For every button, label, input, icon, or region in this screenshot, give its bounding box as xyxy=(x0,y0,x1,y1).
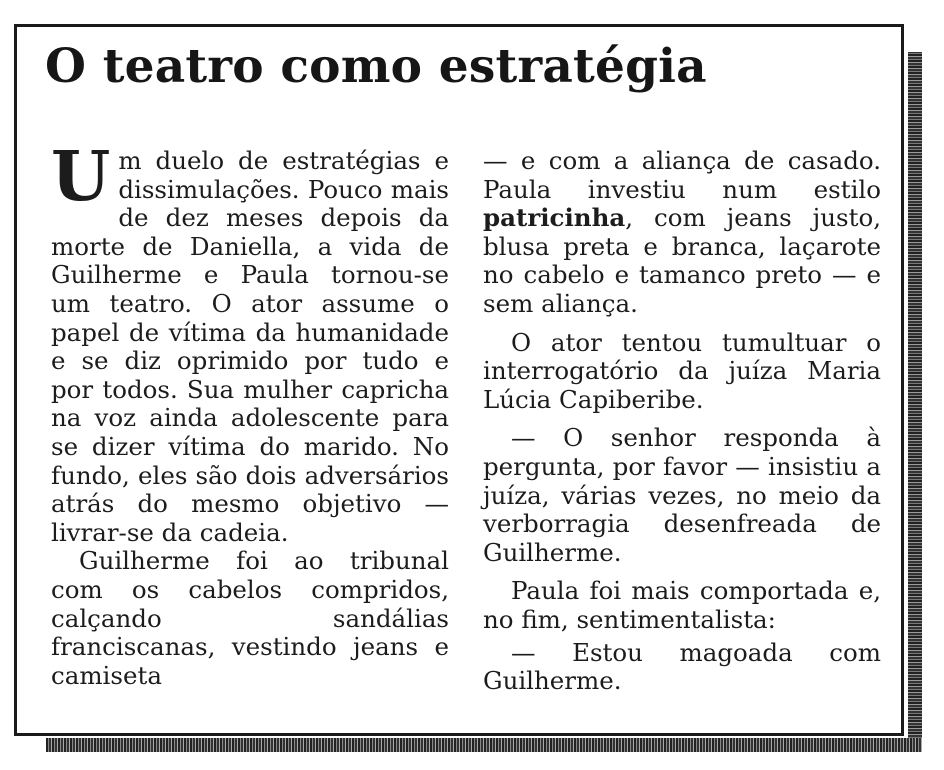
paragraph-1 xyxy=(51,137,449,547)
paragraph-2: Guilherme foi ao tribunal com os cabelos compridos, calçando sandálias franciscanas, vestindo jeans e camiseta xyxy=(51,546,449,690)
left-column xyxy=(51,137,449,690)
article-box xyxy=(14,24,904,736)
headline: O teatro como estratégia xyxy=(45,39,707,94)
paragraph-3-end: , com jeans justo, blusa preta e branca, laçarote no cabelo e tamanco preto — e sem aliança. xyxy=(483,203,881,318)
paragraph-5: — O senhor responda à pergunta, por favor — insistiu a juíza, várias vezes, no meio da verborragia desenfreada de Guilherme. xyxy=(483,423,881,567)
paragraph-3 xyxy=(483,147,881,319)
paragraph-1-text: m duelo de estratégias e dissimulações. Pouco mais de dez meses depois da morte de Daniella, a vida de Guilherme e Paula tornou-se um teatro. O ator assume o papel de vítima da humanidade e se diz oprimido por tudo e por todos. Sua mulher capricha na voz ainda adolescente para se dizer vítima do marido. No fundo, eles são dois adversários atrás do mesmo objetivo — livrar-se da cadeia. xyxy=(51,146,449,547)
box-shadow-bottom xyxy=(46,738,922,752)
emphasis-patricinha: patricinha xyxy=(483,203,626,233)
right-column xyxy=(483,147,881,696)
paragraph-6: Paula foi mais comportada e, no fim, sentimentalista: xyxy=(483,576,881,634)
paragraph-3-start: — e com a aliança de casado. Paula investiu num estilo xyxy=(483,146,881,204)
drop-cap: U xyxy=(51,137,111,217)
box-shadow-right xyxy=(908,52,922,752)
paragraph-7: — Estou magoada com Guilherme. xyxy=(483,637,881,696)
paragraph-4: O ator tentou tumultuar o interrogatório da juíza Maria Lúcia Capiberibe. xyxy=(483,327,881,414)
